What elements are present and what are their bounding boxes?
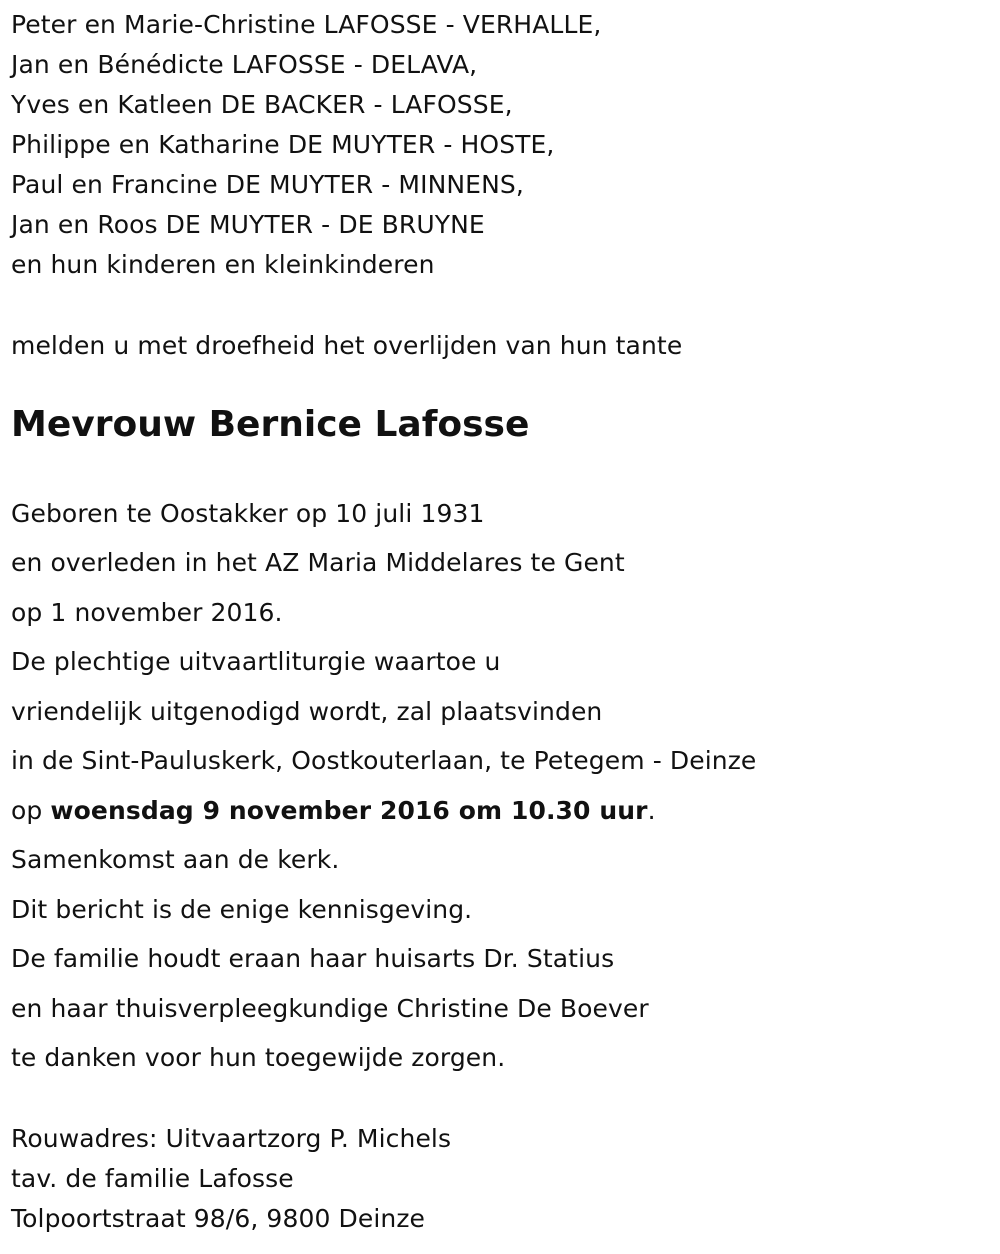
family-line-2: Jan en Bénédicte LAFOSSE - DELAVA, <box>11 50 478 79</box>
death-date-line: op 1 november 2016. <box>11 598 283 627</box>
address-line-2: tav. de familie Lafosse <box>11 1164 294 1193</box>
liturgy-line-2: vriendelijk uitgenodigd wordt, zal plaatsvinden <box>11 697 603 726</box>
thanks-line-2: en haar thuisverpleegkundige Christine De Boever <box>11 994 649 1023</box>
ceremony-prefix: op <box>11 796 51 825</box>
thanks-line-1: De familie houdt eraan haar huisarts Dr. Statius <box>11 944 615 973</box>
liturgy-line-1: De plechtige uitvaartliturgie waartoe u <box>11 647 501 676</box>
gathering-line: Samenkomst aan de kerk. <box>11 845 340 874</box>
address-line-1: Rouwadres: Uitvaartzorg P. Michels <box>11 1124 452 1153</box>
thanks-line-3: te danken voor hun toegewijde zorgen. <box>11 1043 506 1072</box>
family-line-1: Peter en Marie-Christine LAFOSSE - VERHALLE, <box>11 10 602 39</box>
announcement-text: melden u met droefheid het overlijden van hun tante <box>11 331 683 360</box>
family-line-4: Philippe en Katharine DE MUYTER - HOSTE, <box>11 130 555 159</box>
death-place-line: en overleden in het AZ Maria Middelares te Gent <box>11 548 625 577</box>
ceremony-suffix: . <box>647 796 656 825</box>
birth-line: Geboren te Oostakker op 10 juli 1931 <box>11 499 485 528</box>
notice-line: Dit bericht is de enige kennisgeving. <box>11 895 473 924</box>
address-line-3: Tolpoortstraat 98/6, 9800 Deinze <box>11 1204 426 1233</box>
ceremony-date-line <box>11 796 656 826</box>
family-line-5: Paul en Francine DE MUYTER - MINNENS, <box>11 170 524 199</box>
family-line-3: Yves en Katleen DE BACKER - LAFOSSE, <box>11 90 513 119</box>
family-line-6: Jan en Roos DE MUYTER - DE BRUYNE <box>11 210 485 239</box>
church-line: in de Sint-Pauluskerk, Oostkouterlaan, te Petegem - Deinze <box>11 746 757 775</box>
ceremony-date: woensdag 9 november 2016 om 10.30 uur <box>50 796 648 825</box>
family-line-7: en hun kinderen en kleinkinderen <box>11 250 435 279</box>
deceased-name: Mevrouw Bernice Lafosse <box>11 404 530 445</box>
